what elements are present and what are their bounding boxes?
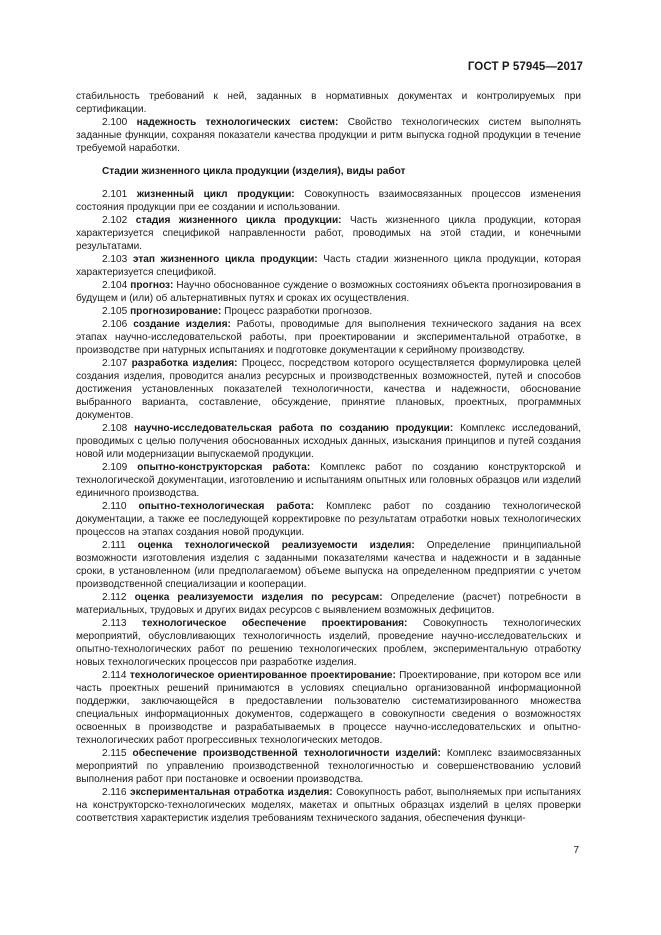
intro-block	[76, 90, 581, 116]
definition-item	[76, 116, 581, 155]
definition-number: 2.116	[102, 787, 127, 798]
definitions-block-b	[76, 188, 581, 825]
definition-term: опытно-технологическая работа:	[138, 501, 315, 512]
definition-item	[76, 279, 581, 305]
definition-term: оценка реализуемости изделия по ресурсам:	[134, 592, 383, 603]
definition-term: стадия жизненного цикла продукции:	[135, 215, 342, 226]
definition-text: Совокупность технологических мероприятий, обусловливающих технологичность изделий, проведение научно-исследовательских и опытно-технологических работ по решению технологических проблем, экспериментальную отработку новых технологических процессов при разработке изделия.	[76, 618, 582, 668]
definition-item	[76, 500, 581, 539]
definition-text: Научно обоснованное суждение о возможных состояниях объекта прогнозирования в будущем и (или) об альтернативных путях и сроках их осуществления.	[76, 280, 582, 304]
definition-text: Комплекс работ по созданию конструкторской и технологической документации, изготовлению и испытаниям опытных или головных образцов или изделий единичного производства.	[76, 462, 581, 499]
definition-term: экспериментальная отработка изделия:	[130, 787, 333, 798]
definition-text: Проектирование, при котором все или часть проектных решений принимаются в условиях специально организованной информационной поддержки, заключающейся в предоставлении пользователю систематизированного множества специальных информационных документов, содержащего в совокупности сведения о возможностях освоенных в производстве и разрабатываемых в процессе научно-исследовательских и опытно-технологических работ прогрессивных технологических методов.	[76, 670, 581, 746]
definition-term: прогнозирование:	[130, 306, 222, 317]
definition-number: 2.103	[102, 254, 128, 265]
definition-term: оценка технологической реализуемости изделия:	[137, 540, 415, 551]
definition-number: 2.105	[102, 306, 128, 317]
definition-item	[76, 669, 581, 747]
definition-number: 2.114	[102, 670, 127, 681]
definition-term: создание изделия:	[133, 319, 231, 330]
definition-number: 2.110	[102, 501, 127, 512]
definition-item	[76, 747, 581, 786]
intro-paragraph: стабильность требований к ней, заданных в нормативных документах и контролируемых при сертификации.	[76, 91, 581, 115]
definition-item	[76, 253, 581, 279]
definition-term: этап жизненного цикла продукции:	[132, 254, 318, 265]
document-body	[76, 90, 581, 825]
definition-number: 2.104	[102, 280, 128, 291]
definition-number: 2.109	[102, 462, 128, 473]
definition-text: Определение принципиальной возможности изготовления изделия с заданными показателями качества и надежности и в заданные сроки, в установленном (или предполагаемом) объеме выпуска на определенном предприятии с учетом производственной специализации и кооперации.	[76, 540, 581, 590]
definition-text: Процесс, посредством которого осуществляется формулировка целей создания изделия, проводится анализ ресурсных и производственных возможностей, путей и способов достижения установленных показателей технологичности, качества и надежности, обоснование выбранного варианта, составление, обсуждение, принятие плановых, проектных, программных документов.	[76, 358, 581, 421]
definition-item	[76, 617, 581, 669]
definition-term: прогноз:	[130, 280, 174, 291]
definition-number: 2.107	[102, 358, 128, 369]
definition-text: Совокупность взаимосвязанных процессов изменения состояния продукции при ее создании и использовании.	[76, 189, 581, 213]
definition-item	[76, 214, 581, 253]
definition-term: жизненный цикл продукции:	[136, 189, 295, 200]
definition-text: Определение (расчет) потребности в материальных, трудовых и других видах ресурсов с выявлением возможных дефицитов.	[76, 592, 581, 616]
definition-text: Процесс разработки прогнозов.	[221, 306, 373, 317]
definition-term: обеспечение производственной технологичности изделий:	[132, 748, 441, 759]
standard-header: ГОСТ Р 57945—2017	[467, 61, 583, 73]
definition-item	[76, 318, 581, 357]
definition-item	[76, 461, 581, 500]
definition-number: 2.101	[102, 189, 128, 200]
definition-text: Часть стадии жизненного цикла продукции, которая характеризуется спецификой.	[76, 254, 581, 278]
definitions-block-a	[76, 116, 581, 155]
definition-item	[76, 786, 581, 825]
definition-item	[76, 188, 581, 214]
definition-text: Комплекс взаимосвязанных мероприятий по управлению производственной технологичностью и совершенствованию условий выполнения работ при постановке и освоении производства.	[76, 748, 581, 785]
definition-text: Совокупность работ, выполняемых при испытаниях на конструкторско-технологических моделях, макетах и опытных образцах изделий в целях проверки соответствия характеристик изделия требованиям технического задания, обеспечения функци-	[76, 787, 581, 824]
definition-item	[76, 305, 581, 318]
definition-number: 2.100	[102, 117, 128, 128]
definition-number: 2.113	[102, 618, 127, 629]
definition-number: 2.112	[102, 592, 127, 603]
definition-text: Комплекс исследований, проводимых с целью получения обоснованных исходных данных, изыскания принципов и путей создания новой или модернизации выпускаемой продукции.	[76, 423, 582, 460]
definition-number: 2.115	[102, 748, 127, 759]
definition-item	[76, 591, 581, 617]
page-number: 7	[573, 845, 579, 856]
definition-term: научно-исследовательская работа по созданию продукции:	[134, 423, 454, 434]
definition-term: разработка изделия:	[131, 358, 238, 369]
definition-term: технологическое обеспечение проектирования:	[141, 618, 408, 629]
definition-text: Работы, проводимые для выполнения технического задания на всех этапах научно-исследовательской работы, при проектировании и экспериментальной отработке, в производстве при натурных испытаниях и подготовке документации к серийному производству.	[76, 319, 581, 356]
section-heading: Стадии жизненного цикла продукции (изделия), виды работ	[102, 166, 406, 177]
definition-term: надежность технологических систем:	[136, 117, 339, 128]
definition-number: 2.108	[102, 423, 128, 434]
definition-number: 2.102	[102, 215, 128, 226]
definition-text: Свойство технологических систем выполнять заданные функции, сохраняя показатели качества продукции и ритм выпуска годной продукции в течение требуемой наработки.	[76, 117, 581, 154]
definition-term: технологическое ориентированное проектирование:	[129, 670, 396, 681]
definition-text: Часть жизненного цикла продукции, которая характеризуется спецификой направленности работ, проводимых на этой стадии, и конечными результатами.	[76, 215, 581, 252]
definition-item	[76, 357, 581, 422]
definition-text: Комплекс работ по созданию технологической документации, а также ее последующей корректировке по результатам отработки новых технологических процессов на этапах создания новой продукции.	[76, 501, 581, 538]
definition-term: опытно-конструкторская работа:	[137, 462, 311, 473]
definition-number: 2.111	[102, 540, 126, 551]
definition-item	[76, 422, 581, 461]
definition-number: 2.106	[102, 319, 128, 330]
definition-item	[76, 539, 581, 591]
